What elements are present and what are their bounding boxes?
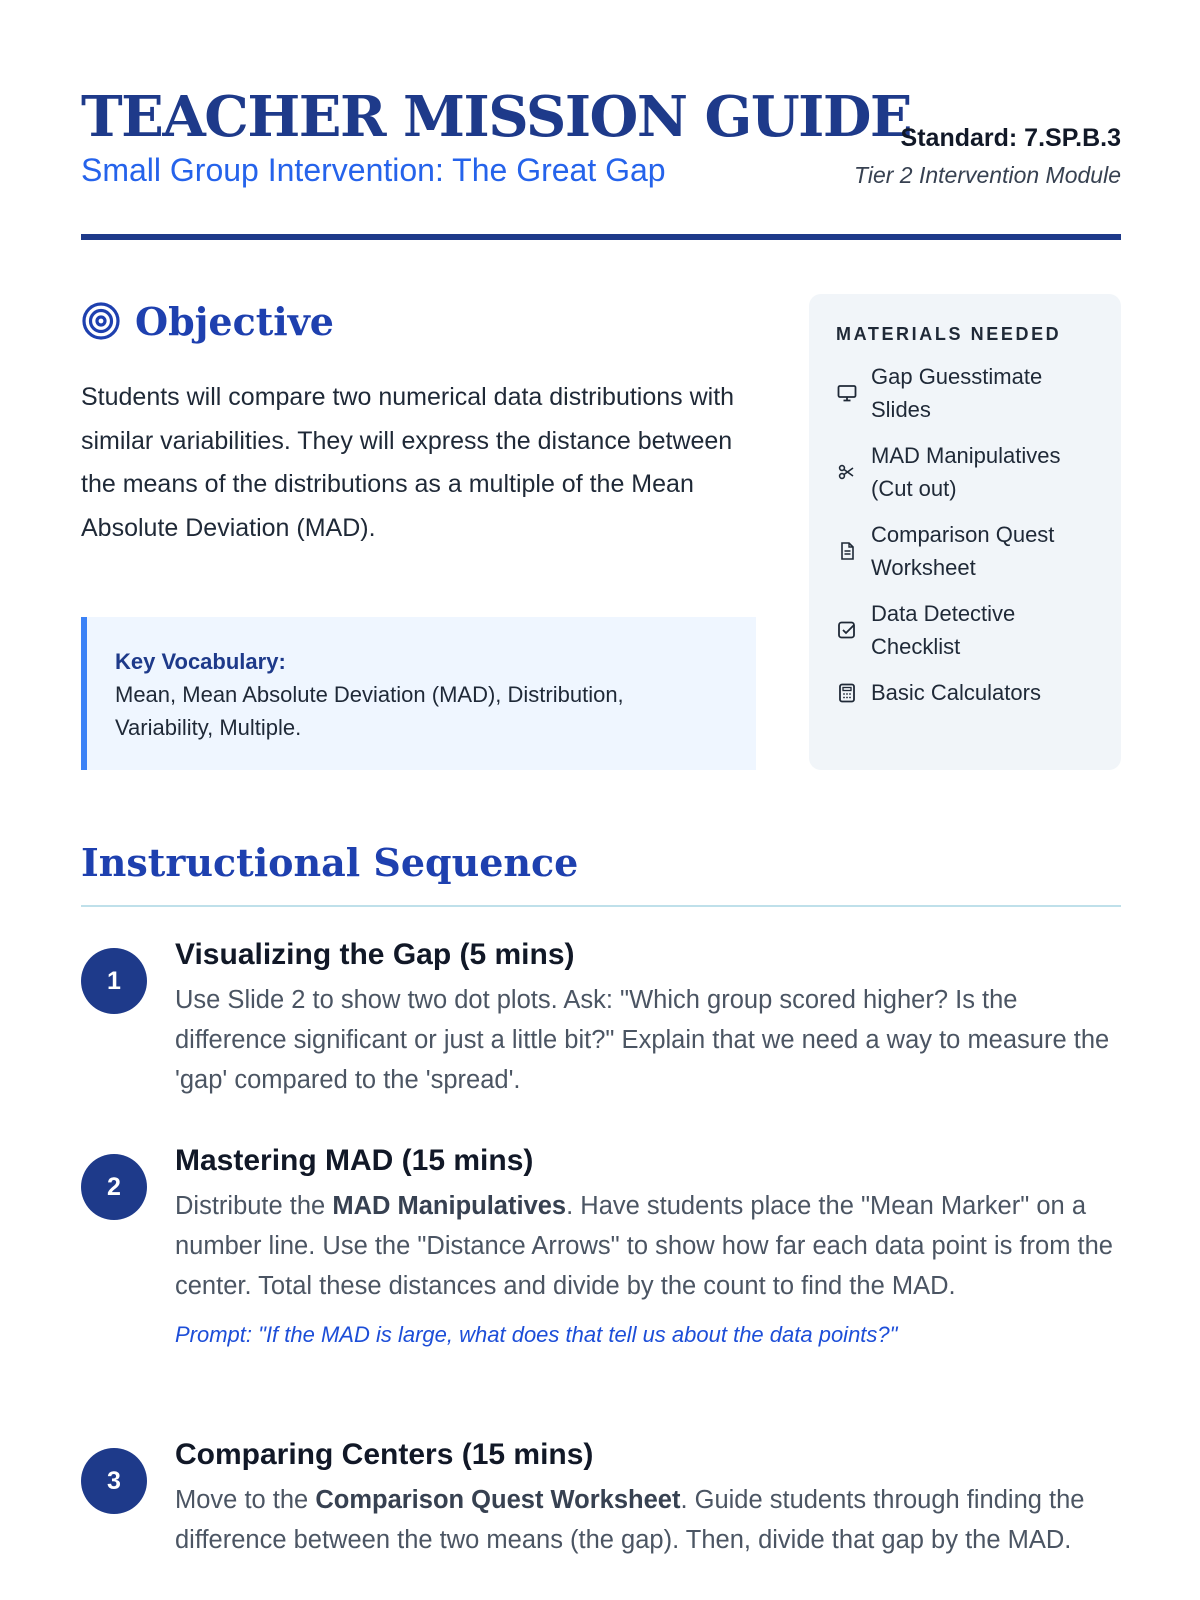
step-number-badge: 1 [81, 948, 147, 1014]
material-label: Basic Calculators [871, 680, 1041, 705]
vocab-text: Mean, Mean Absolute Deviation (MAD), Distribution, Variability, Multiple. [115, 682, 624, 740]
step-title: Visualizing the Gap (5 mins) [175, 938, 575, 971]
objective-heading: Objective [135, 298, 334, 344]
step-body [175, 1144, 1125, 1352]
materials-panel [809, 294, 1121, 770]
step-description: Use Slide 2 to show two dot plots. Ask: "Which group scored higher? Is the difference significant or just a little bit?" Explain that we need a way to measure the 'gap' compared to the 'spread'. [175, 986, 1110, 1094]
step-text-bold: MAD Manipulatives [332, 1192, 567, 1220]
page-subtitle: Small Group Intervention: The Great Gap [81, 152, 666, 188]
material-item [836, 676, 1095, 709]
checkbox-icon [836, 619, 858, 641]
step-body [175, 1438, 1125, 1560]
objective-section [81, 296, 756, 550]
step-body [175, 938, 1125, 1100]
materials-list [836, 360, 1095, 709]
material-item [836, 439, 1095, 505]
step-text-before: Distribute the [175, 1192, 333, 1220]
materials-heading: MATERIALS NEEDED [836, 324, 1062, 344]
objective-text: Students will compare two numerical data distributions with similar variabilities. They will express the distance between the means of the distributions as a multiple of the Mean Absolute Deviation (MAD). [81, 383, 735, 542]
material-label: Comparison Quest Worksheet [871, 522, 1055, 580]
material-item [836, 360, 1095, 426]
step-number-badge: 3 [81, 1448, 147, 1514]
scissors-icon [836, 461, 858, 483]
step-text-after: . Guide students through finding the difference between the two means (the gap). Then, divide that gap by the MAD. [175, 1486, 1085, 1554]
page-title: TEACHER MISSION GUIDE [81, 84, 912, 150]
sequence-divider [81, 905, 1121, 907]
monitor-icon [836, 382, 858, 404]
step-text-bold: Comparison Quest Worksheet [315, 1486, 681, 1514]
document-icon [836, 540, 858, 562]
tier-label: Tier 2 Intervention Module [854, 162, 1121, 188]
page-header [81, 84, 1121, 244]
material-label: Gap Guesstimate Slides [871, 364, 1043, 422]
step-description [175, 1186, 1125, 1306]
key-vocabulary-box [81, 617, 756, 770]
header-divider [81, 234, 1121, 240]
vocab-label: Key Vocabulary: [115, 649, 286, 674]
standard-label: Standard: 7.SP.B.3 [900, 124, 1121, 152]
step-text-before: Move to the [175, 1486, 316, 1514]
calculator-icon [836, 682, 858, 704]
step-title: Comparing Centers (15 mins) [175, 1438, 594, 1471]
step-prompt: Prompt: "If the MAD is large, what does that tell us about the data points?" [175, 1322, 898, 1347]
material-item [836, 597, 1095, 663]
step-number-badge: 2 [81, 1154, 147, 1220]
objective-header [81, 296, 756, 346]
material-item [836, 518, 1095, 584]
step-text-after: . Have students place the "Mean Marker" on a number line. Use the "Distance Arrows" to show how far each data point is from the center. Total these distances and divide by the count to find the MAD. [175, 1192, 1113, 1300]
target-icon [81, 301, 121, 341]
step-description [175, 1480, 1125, 1560]
instructional-sequence-heading: Instructional Sequence [81, 840, 579, 885]
material-label: MAD Manipulatives (Cut out) [871, 443, 1061, 501]
step-title: Mastering MAD (15 mins) [175, 1144, 534, 1177]
material-label: Data Detective Checklist [871, 601, 1016, 659]
